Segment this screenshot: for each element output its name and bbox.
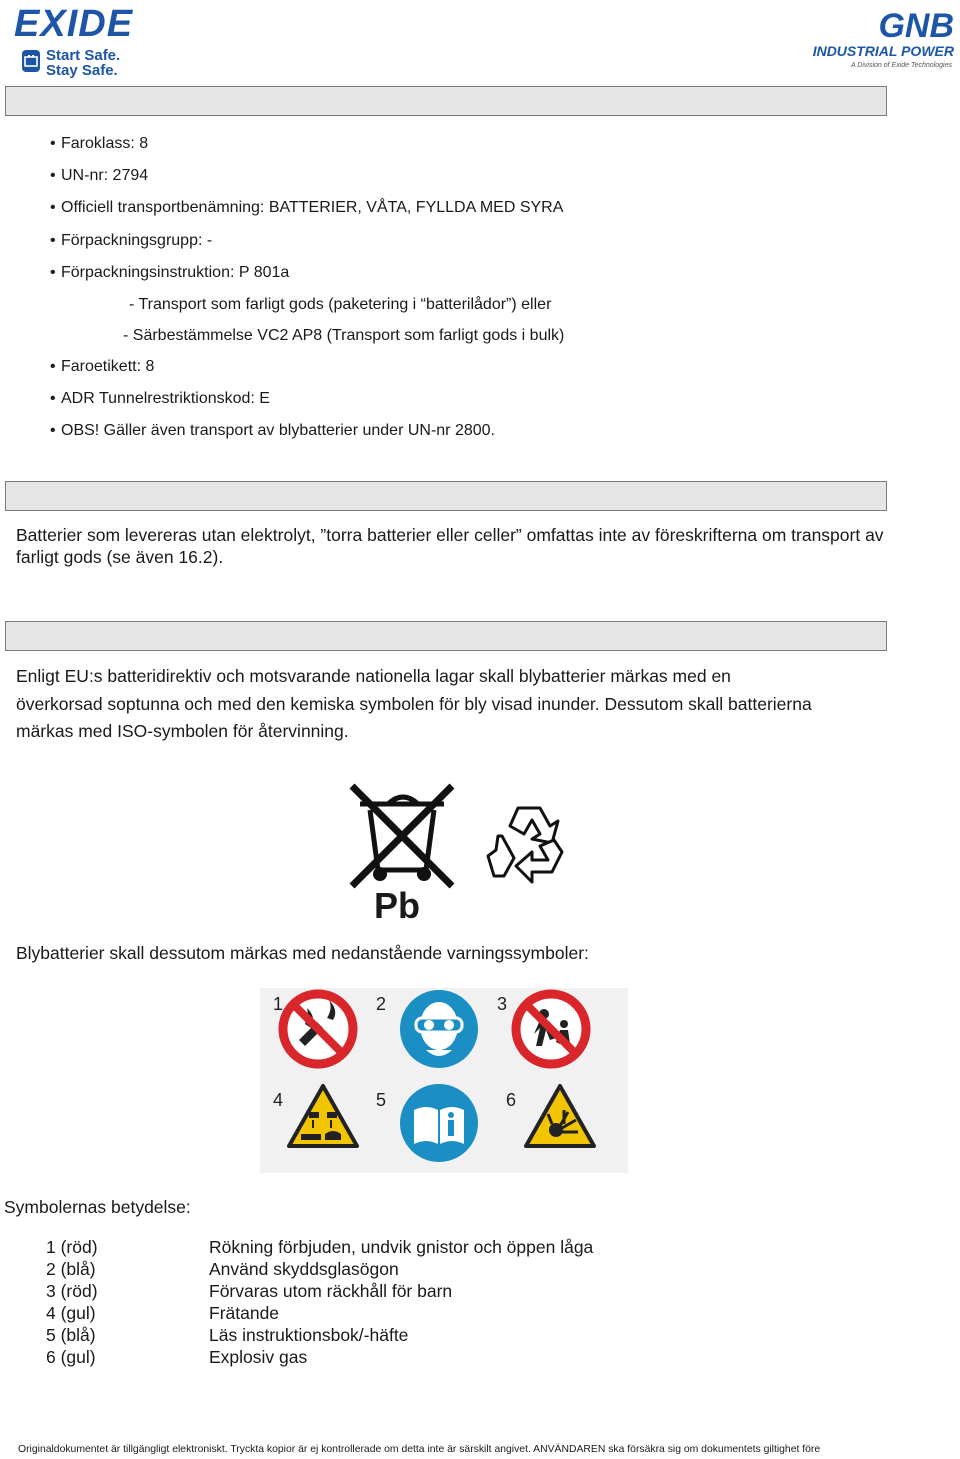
- list-item: • UN-nr: 2794: [50, 160, 870, 192]
- symbol-number: 4: [273, 1090, 284, 1110]
- table-row: 1 (röd) Rökning förbjuden, undvik gnistor och öppen låga: [46, 1237, 594, 1257]
- corrosive-warning-icon: [285, 1082, 361, 1157]
- table-row: 5 (blå) Läs instruktionsbok/-häfte: [46, 1325, 409, 1345]
- symbol-number: 2: [376, 994, 387, 1014]
- list-item: • Faroklass: 8: [50, 128, 870, 160]
- gnb-subtitle: INDUSTRIAL POWER: [812, 43, 954, 59]
- safety-goggles-icon: [398, 988, 480, 1075]
- keep-away-children-icon: [510, 988, 592, 1075]
- exide-tagline-line1: Start Safe.: [46, 47, 121, 64]
- table-row: 6 (gul) Explosiv gas: [46, 1347, 308, 1367]
- section-header-bar: [5, 86, 887, 116]
- list-item: • OBS! Gäller även transport av blybatterier under UN-nr 2800.: [50, 415, 870, 447]
- list-subitem: - Transport som farligt gods (paketering i “batterilådor”) eller: [129, 295, 552, 313]
- recycling-icon: [482, 796, 577, 891]
- symbols-heading: Symbolernas betydelse:: [4, 1197, 191, 1217]
- explosive-warning-icon: [522, 1082, 598, 1157]
- section-header-bar: [5, 481, 887, 511]
- list-item: • Officiell transportbenämning: BATTERIER, VÅTA, FYLLDA MED SYRA: [50, 192, 870, 224]
- list-item: • Faroetikett: 8: [50, 351, 870, 383]
- symbol-number: 1: [273, 994, 284, 1014]
- bullet-icon: •: [50, 357, 56, 375]
- list-item: • Förpackningsgrupp: -: [50, 225, 870, 257]
- footer-disclaimer: Originaldokumentet är tillgängligt elektroniskt. Tryckta kopior är ej kontrollerade om detta inte är särskilt angivet. ANVÄNDAREN ska försäkra sig om dokumentets giltighet före: [18, 1444, 821, 1455]
- section-header-bar: [5, 621, 887, 651]
- table-row: 3 (röd) Förvaras utom räckhåll för barn: [46, 1281, 453, 1301]
- list-item: • ADR Tunnelrestriktionskod: E: [50, 383, 870, 415]
- symbol-number: 5: [376, 1090, 387, 1110]
- bullet-icon: •: [50, 135, 56, 152]
- gnb-division: A Division of Exide Technologies: [850, 62, 952, 69]
- list-item: • Förpackningsinstruktion: P 801a: [50, 257, 870, 289]
- table-row: 2 (blå) Använd skyddsglasögon: [46, 1259, 399, 1279]
- table-row: 4 (gul) Frätande: [46, 1303, 280, 1323]
- read-manual-icon: [398, 1082, 480, 1169]
- dry-batteries-paragraph: Batterier som levereras utan elektrolyt, ”torra batterier eller celler” omfattas inte av föreskrifterna om transport av farligt gods (se även 16.2).: [16, 525, 884, 567]
- symbols-table: [46, 1236, 746, 1368]
- bullet-icon: •: [50, 390, 56, 408]
- list-subitem: - Särbestämmelse VC2 AP8 (Transport som farligt gods i bulk): [123, 326, 565, 344]
- battery-icon: [22, 50, 40, 72]
- bullet-icon: •: [50, 263, 56, 281]
- bullet-icon: •: [50, 231, 56, 249]
- exide-logo: EXIDE: [14, 3, 134, 45]
- transport-info-list: [50, 128, 870, 448]
- no-smoking-icon: [277, 988, 359, 1075]
- warning-symbols-paragraph: Blybatterier skall dessutom märkas med nedanstående varningssymboler:: [16, 943, 589, 963]
- bullet-icon: •: [50, 422, 56, 440]
- bullet-icon: •: [50, 199, 56, 217]
- symbol-number: 3: [497, 994, 508, 1014]
- exide-tagline: [46, 48, 120, 78]
- bullet-icon: •: [50, 167, 56, 185]
- marking-paragraph: Enligt EU:s batteridirektiv och motsvarande nationella lagar skall blybatterier märkas med en överkorsad soptunna och med den kemiska symbolen för bly visad inunder. Dessutom skall batterierna märkas med ISO-symbolen för återvinning.: [16, 666, 812, 741]
- gnb-logo: GNB: [878, 7, 954, 45]
- exide-tagline-line2: Stay Safe.: [46, 62, 118, 79]
- pb-label: Pb: [374, 885, 421, 926]
- symbol-number: 6: [506, 1090, 517, 1110]
